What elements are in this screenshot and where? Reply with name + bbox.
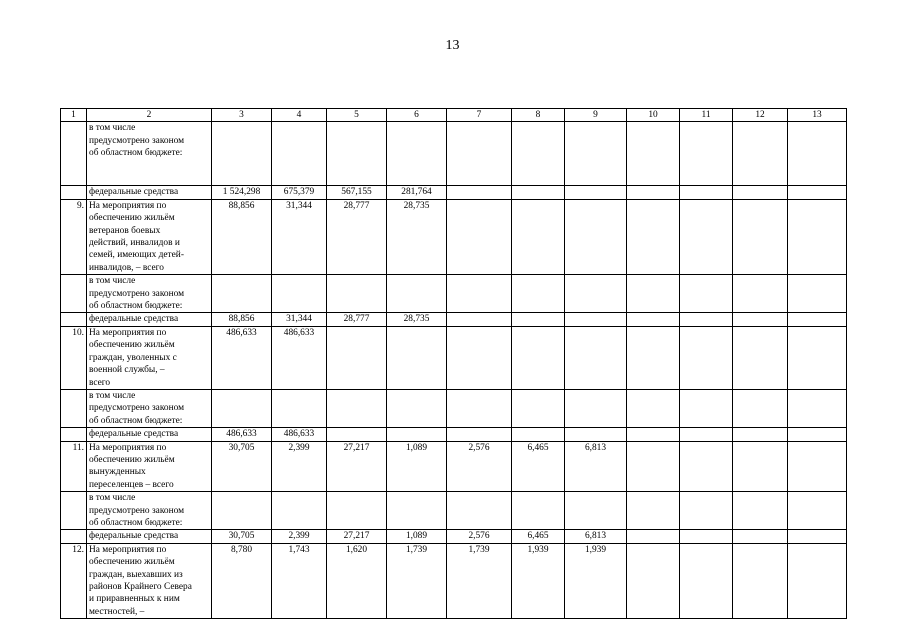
value-cell xyxy=(788,389,847,427)
value-cell: 6,813 xyxy=(565,530,627,543)
value-cell: 28,777 xyxy=(327,199,387,274)
value-cell xyxy=(680,428,733,441)
value-cell xyxy=(733,441,788,492)
value-cell xyxy=(447,389,512,427)
column-header: 12 xyxy=(733,109,788,122)
value-cell xyxy=(327,428,387,441)
value-cell xyxy=(680,199,733,274)
value-cell xyxy=(512,492,565,530)
value-cell xyxy=(788,428,847,441)
value-cell: 1,939 xyxy=(512,543,565,618)
value-cell xyxy=(680,441,733,492)
table-body xyxy=(61,109,847,619)
value-cell: 2,399 xyxy=(272,441,327,492)
column-header: 7 xyxy=(447,109,512,122)
table-row xyxy=(61,530,847,543)
value-cell xyxy=(680,122,733,186)
value-cell xyxy=(447,186,512,199)
value-cell xyxy=(680,389,733,427)
column-header: 13 xyxy=(788,109,847,122)
column-header: 9 xyxy=(565,109,627,122)
value-cell xyxy=(733,199,788,274)
value-cell: 88,856 xyxy=(212,199,272,274)
row-index-cell xyxy=(61,275,87,313)
row-index-cell: 10. xyxy=(61,326,87,389)
row-label-cell: федеральные средства xyxy=(87,530,212,543)
value-cell: 2,399 xyxy=(272,530,327,543)
value-cell: 1 524,298 xyxy=(212,186,272,199)
value-cell xyxy=(627,428,680,441)
row-label-cell: федеральные средства xyxy=(87,428,212,441)
value-cell xyxy=(680,313,733,326)
row-index-cell: 12. xyxy=(61,543,87,618)
value-cell xyxy=(447,326,512,389)
value-cell xyxy=(627,530,680,543)
value-cell xyxy=(680,186,733,199)
row-index-cell xyxy=(61,428,87,441)
value-cell: 8,780 xyxy=(212,543,272,618)
row-index-cell xyxy=(61,122,87,186)
table-row xyxy=(61,122,847,186)
value-cell: 2,576 xyxy=(447,530,512,543)
row-label-cell: На мероприятия по обеспечению жильём вынужденных переселенцев – всего xyxy=(87,441,212,492)
value-cell xyxy=(447,122,512,186)
value-cell xyxy=(680,530,733,543)
value-cell xyxy=(733,122,788,186)
value-cell: 1,620 xyxy=(327,543,387,618)
budget-table xyxy=(60,108,847,619)
value-cell xyxy=(733,492,788,530)
row-index-cell xyxy=(61,389,87,427)
value-cell: 1,739 xyxy=(447,543,512,618)
value-cell xyxy=(272,122,327,186)
table-row xyxy=(61,389,847,427)
value-cell xyxy=(733,530,788,543)
value-cell xyxy=(327,275,387,313)
value-cell xyxy=(565,199,627,274)
value-cell: 28,735 xyxy=(387,199,447,274)
value-cell xyxy=(788,199,847,274)
value-cell xyxy=(565,326,627,389)
value-cell: 486,633 xyxy=(212,428,272,441)
row-index-cell xyxy=(61,313,87,326)
table-row xyxy=(61,543,847,618)
value-cell xyxy=(680,543,733,618)
value-cell xyxy=(680,275,733,313)
row-label-cell: в том числе предусмотрено законом об областном бюджете: xyxy=(87,389,212,427)
value-cell: 28,735 xyxy=(387,313,447,326)
value-cell xyxy=(272,275,327,313)
value-cell: 486,633 xyxy=(272,326,327,389)
value-cell xyxy=(788,275,847,313)
value-cell xyxy=(387,122,447,186)
row-label-cell: федеральные средства xyxy=(87,313,212,326)
value-cell xyxy=(627,543,680,618)
value-cell: 27,217 xyxy=(327,530,387,543)
value-cell xyxy=(512,186,565,199)
row-index-cell: 11. xyxy=(61,441,87,492)
value-cell xyxy=(680,492,733,530)
row-index-cell: 9. xyxy=(61,199,87,274)
row-label-cell: федеральные средства xyxy=(87,186,212,199)
value-cell xyxy=(627,326,680,389)
value-cell xyxy=(327,326,387,389)
value-cell xyxy=(733,313,788,326)
value-cell xyxy=(512,199,565,274)
column-header: 3 xyxy=(212,109,272,122)
value-cell: 486,633 xyxy=(272,428,327,441)
column-header: 8 xyxy=(512,109,565,122)
row-index-cell xyxy=(61,186,87,199)
value-cell: 31,344 xyxy=(272,313,327,326)
value-cell xyxy=(272,492,327,530)
value-cell: 31,344 xyxy=(272,199,327,274)
value-cell: 2,576 xyxy=(447,441,512,492)
value-cell: 6,465 xyxy=(512,441,565,492)
row-label-cell: в том числе предусмотрено законом об областном бюджете: xyxy=(87,122,212,186)
value-cell: 27,217 xyxy=(327,441,387,492)
value-cell xyxy=(680,326,733,389)
value-cell xyxy=(627,186,680,199)
value-cell xyxy=(387,326,447,389)
value-cell xyxy=(788,492,847,530)
value-cell xyxy=(565,313,627,326)
table-row xyxy=(61,186,847,199)
value-cell xyxy=(565,389,627,427)
table-row xyxy=(61,326,847,389)
value-cell: 675,379 xyxy=(272,186,327,199)
value-cell: 1,743 xyxy=(272,543,327,618)
value-cell xyxy=(212,122,272,186)
value-cell xyxy=(565,492,627,530)
value-cell xyxy=(565,122,627,186)
value-cell xyxy=(212,492,272,530)
value-cell xyxy=(733,275,788,313)
row-label-cell: в том числе предусмотрено законом об областном бюджете: xyxy=(87,492,212,530)
value-cell: 1,089 xyxy=(387,530,447,543)
value-cell xyxy=(733,326,788,389)
row-index-cell xyxy=(61,492,87,530)
value-cell: 1,739 xyxy=(387,543,447,618)
value-cell: 88,856 xyxy=(212,313,272,326)
column-header: 1 xyxy=(61,109,87,122)
value-cell xyxy=(327,492,387,530)
table-row xyxy=(61,441,847,492)
value-cell xyxy=(387,389,447,427)
value-cell xyxy=(272,389,327,427)
value-cell xyxy=(512,122,565,186)
value-cell xyxy=(627,122,680,186)
value-cell xyxy=(788,186,847,199)
value-cell xyxy=(447,428,512,441)
value-cell xyxy=(512,313,565,326)
value-cell xyxy=(733,428,788,441)
value-cell xyxy=(788,543,847,618)
value-cell xyxy=(565,186,627,199)
value-cell xyxy=(627,441,680,492)
value-cell xyxy=(327,389,387,427)
value-cell xyxy=(387,275,447,313)
value-cell: 6,813 xyxy=(565,441,627,492)
value-cell: 28,777 xyxy=(327,313,387,326)
value-cell xyxy=(788,122,847,186)
row-label-cell: На мероприятия по обеспечению жильём граждан, уволенных с военной службы, – всего xyxy=(87,326,212,389)
value-cell xyxy=(387,492,447,530)
value-cell xyxy=(627,389,680,427)
value-cell xyxy=(512,389,565,427)
value-cell xyxy=(447,275,512,313)
value-cell xyxy=(565,275,627,313)
value-cell xyxy=(327,122,387,186)
value-cell: 30,705 xyxy=(212,441,272,492)
value-cell xyxy=(512,275,565,313)
table-row xyxy=(61,313,847,326)
value-cell: 567,155 xyxy=(327,186,387,199)
value-cell xyxy=(733,186,788,199)
page-number: 13 xyxy=(445,38,460,53)
table-row xyxy=(61,428,847,441)
table-row xyxy=(61,199,847,274)
value-cell: 486,633 xyxy=(212,326,272,389)
value-cell xyxy=(447,492,512,530)
value-cell: 281,764 xyxy=(387,186,447,199)
value-cell xyxy=(387,428,447,441)
table-row xyxy=(61,492,847,530)
value-cell xyxy=(733,543,788,618)
column-header: 11 xyxy=(680,109,733,122)
value-cell xyxy=(565,428,627,441)
value-cell xyxy=(447,313,512,326)
value-cell xyxy=(447,199,512,274)
column-header: 4 xyxy=(272,109,327,122)
value-cell: 6,465 xyxy=(512,530,565,543)
value-cell xyxy=(788,313,847,326)
value-cell xyxy=(733,389,788,427)
column-header: 6 xyxy=(387,109,447,122)
value-cell xyxy=(788,441,847,492)
header-row xyxy=(61,109,847,122)
value-cell xyxy=(512,428,565,441)
value-cell xyxy=(627,275,680,313)
value-cell xyxy=(788,530,847,543)
column-header: 2 xyxy=(87,109,212,122)
row-label-cell: На мероприятия по обеспечению жильём граждан, выехавших из районов Крайнего Севера и приравненных к ним местностей, – xyxy=(87,543,212,618)
value-cell xyxy=(627,492,680,530)
value-cell xyxy=(627,313,680,326)
value-cell xyxy=(212,275,272,313)
row-label-cell: в том числе предусмотрено законом об областном бюджете: xyxy=(87,275,212,313)
table-row xyxy=(61,275,847,313)
column-header: 5 xyxy=(327,109,387,122)
value-cell xyxy=(788,326,847,389)
value-cell: 1,089 xyxy=(387,441,447,492)
value-cell xyxy=(212,389,272,427)
value-cell: 30,705 xyxy=(212,530,272,543)
value-cell xyxy=(627,199,680,274)
value-cell: 1,939 xyxy=(565,543,627,618)
column-header: 10 xyxy=(627,109,680,122)
value-cell xyxy=(512,326,565,389)
row-label-cell: На мероприятия по обеспечению жильём ветеранов боевых действий, инвалидов и семей, имеющих детей- инвалидов, – всего xyxy=(87,199,212,274)
row-index-cell xyxy=(61,530,87,543)
